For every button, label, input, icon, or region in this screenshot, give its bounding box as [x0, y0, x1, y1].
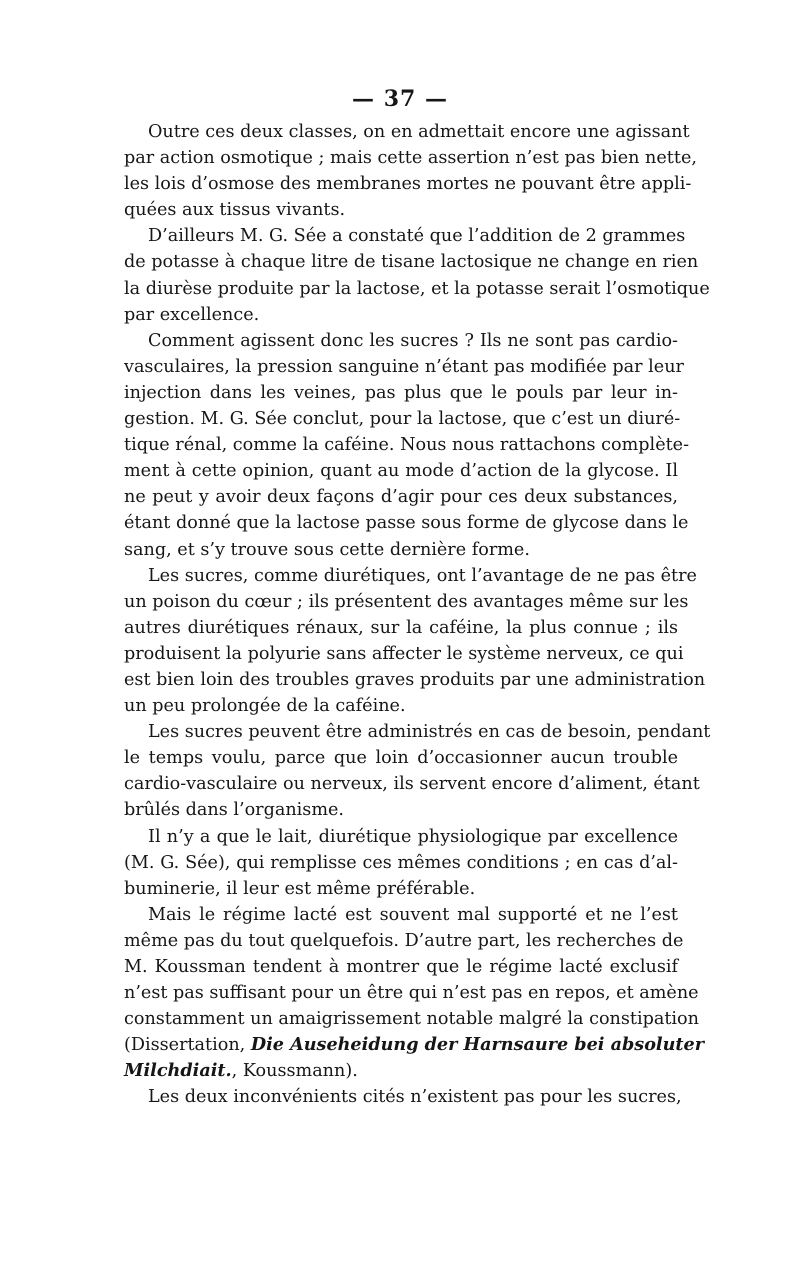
text-line: autres diurétiques rénaux, sur la caféine, la plus connue ; ils	[124, 617, 678, 638]
text-line: Les sucres peuvent être administrés en cas de besoin, pendant	[148, 722, 711, 743]
final-line: Les deux inconvénients cités n’existent pas pour les sucres,	[148, 1087, 682, 1108]
paragraphs	[124, 119, 711, 1032]
citation-title-part-2: Milchdiait.	[124, 1060, 232, 1082]
body-text	[124, 119, 711, 1111]
text-line: constamment un amaigrissement notable malgré la constipation	[124, 1009, 699, 1030]
text-line: produisent la polyurie sans affecter le système nerveux, ce qui	[124, 643, 684, 664]
text-line: même pas du tout quelquefois. D’autre part, les recherches de	[124, 930, 684, 951]
text-line: tique rénal, comme la caféine. Nous nous rattachons complète-	[124, 435, 690, 456]
text-line: Outre ces deux classes, on en admettait encore une agissant	[148, 122, 690, 142]
citation-suffix: , Koussmann).	[231, 1061, 358, 1082]
text-line: n’est pas suffisant pour un être qui n’est pas en repos, et amène	[124, 983, 699, 1004]
text-line: Il n’y a que le lait, diurétique physiologique par excellence	[148, 826, 678, 847]
text-line: sang, et s’y trouve sous cette dernière forme.	[124, 539, 530, 560]
text-line: un poison du cœur ; ils présentent des avantages même sur les	[124, 591, 689, 612]
text-line: un peu prolongée de la caféine.	[124, 696, 406, 717]
text-line: vasculaires, la pression sanguine n’étant pas modifiée par leur	[124, 356, 684, 377]
text-line: ne peut y avoir deux façons d’agir pour ces deux substances,	[124, 487, 678, 508]
text-line: (M. G. Sée), qui remplisse ces mêmes conditions ; en cas d’al-	[124, 852, 678, 873]
text-line: étant donné que la lactose passe sous forme de glycose dans le	[124, 513, 689, 534]
text-line: cardio-vasculaire ou nerveux, ils servent encore d’aliment, étant	[124, 774, 700, 795]
page-number: — 37 —	[352, 86, 448, 112]
text-line: ment à cette opinion, quant au mode d’action de la glycose. Il	[124, 461, 678, 482]
text-line: injection dans les veines, pas plus que le pouls par leur in-	[124, 382, 678, 403]
text-line: par action osmotique ; mais cette assertion n’est pas bien nette,	[124, 148, 697, 169]
citation-line-2	[124, 1058, 678, 1084]
citation-line-1	[124, 1032, 704, 1058]
text-line: D’ailleurs M. G. Sée a constaté que l’addition de 2 grammes	[148, 226, 686, 247]
text-line: par excellence.	[124, 304, 260, 325]
text-line: les lois d’osmose des membranes mortes ne pouvant être appli-	[124, 174, 692, 195]
text-line: la diurèse produite par la lactose, et la potasse serait l’osmotique	[124, 278, 710, 299]
text-line: buminerie, il leur est même préférable.	[124, 878, 476, 899]
text-line: est bien loin des troubles graves produits par une administration	[124, 669, 706, 690]
text-line: Les sucres, comme diurétiques, ont l’avantage de ne pas être	[148, 565, 697, 586]
citation-prefix: (Dissertation,	[124, 1035, 251, 1056]
text-line: gestion. M. G. Sée conclut, pour la lactose, que c’est un diuré-	[124, 409, 681, 430]
text-line: quées aux tissus vivants.	[124, 200, 346, 221]
text-line: Comment agissent donc les sucres ? Ils ne sont pas cardio-	[148, 330, 678, 351]
text-line: de potasse à chaque litre de tisane lactosique ne change en rien	[124, 252, 699, 273]
text-line: le temps voulu, parce que loin d’occasionner aucun trouble	[124, 748, 678, 769]
text-line: Mais le régime lacté est souvent mal supporté et ne l’est	[148, 904, 678, 925]
citation-title-part-1: Die Auseheidung der Harnsaure bei absoluter	[250, 1034, 704, 1056]
text-line: M. Koussman tendent à montrer que le régime lacté exclusif	[124, 957, 678, 977]
text-line: brûlés dans l’organisme.	[124, 800, 345, 821]
